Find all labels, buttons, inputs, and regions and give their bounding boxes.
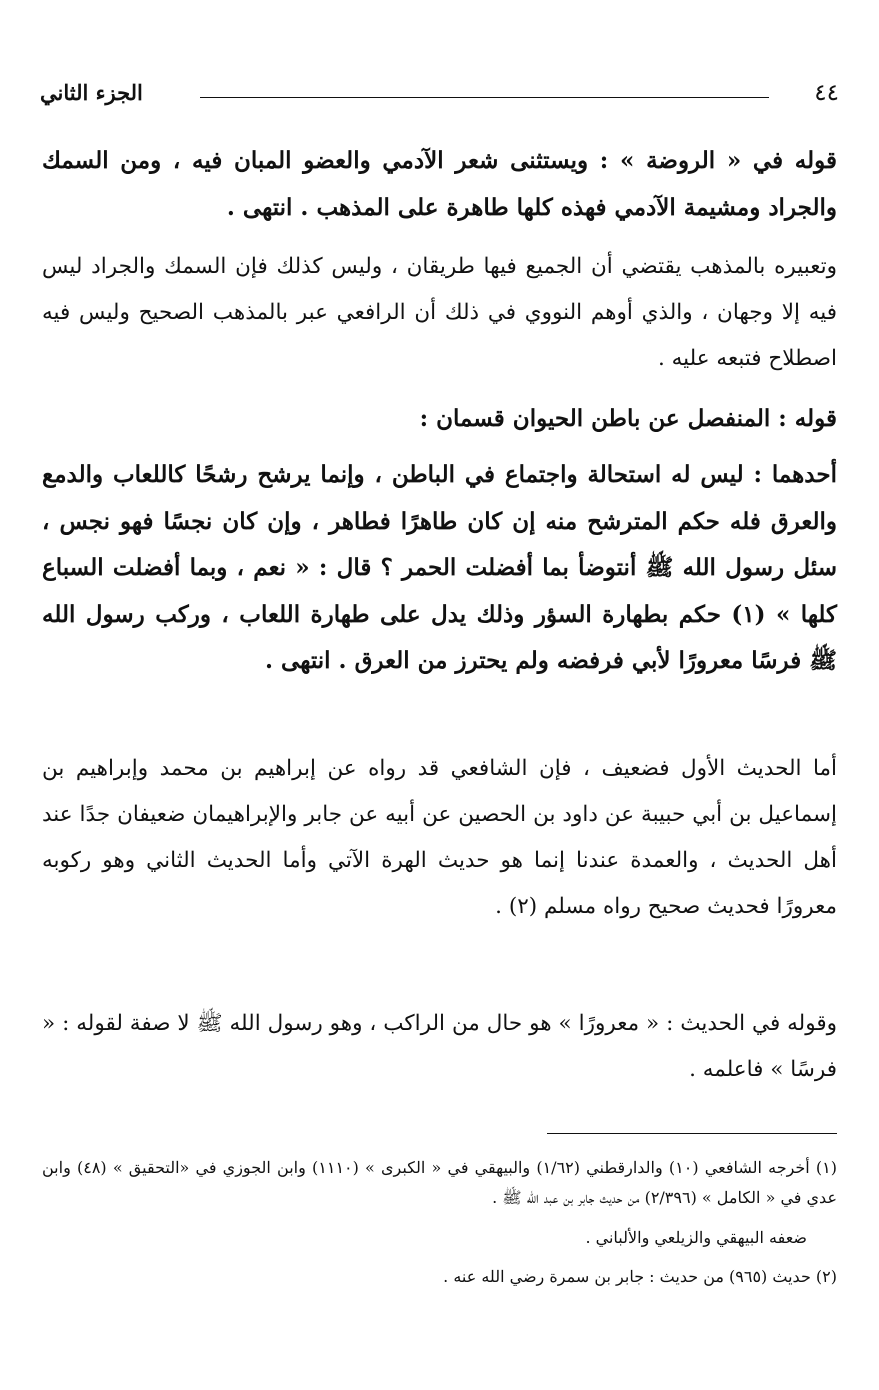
- page-number: ٤٤: [814, 80, 839, 106]
- paragraph-madhhab-commentary: وتعبيره بالمذهب يقتضي أن الجميع فيها طريقان ، وليس كذلك فإن السمك والجراد ليس فيه إلا وجهان ، والذي أوهم النووي في ذلك أن الرافعي عبر بالمذهب الصحيح وليس فيه اصطلاح فتبعه عليه .: [42, 254, 837, 371]
- paragraph-maruran-note: وقوله في الحديث : « معرورًا » هو حال من الراكب ، وهو رسول الله ﷺ لا صفة لقوله : « فرسًا » فاعلمه .: [42, 1011, 837, 1082]
- paragraph-hadith-grading: أما الحديث الأول فضعيف ، فإن الشافعي قد رواه عن إبراهيم بن محمد وإبراهيم بن إسماعيل بن أبي حبيبة عن داود بن الحصين عن أبيه عن جابر والإبراهيمان ضعيفان جدًا عند أهل الحديث ، والعمدة عندنا إنما هو حديث الهرة الآتي وأما الحديث الثاني وهو ركوبه معرورًا فحديث صحيح رواه مسلم (٢) .: [42, 756, 837, 919]
- footnote-1-continued: ضعفه البيهقي والزيلعي والألباني .: [585, 1228, 807, 1247]
- running-title: الجزء الثاني: [40, 80, 143, 105]
- footnote-2: (٢) حديث (٩٦٥) من حديث : جابر بن سمرة رضي الله عنه .: [443, 1267, 837, 1286]
- footnote-rule: [547, 1133, 837, 1134]
- footnote-1: (١) أخرجه الشافعي (١٠) والدارقطني (١/٦٢) والبيهقي في « الكبرى » (١١١٠) وابن الجوزي في «التحقيق » (٤٨) وابن عدي في « الكامل » (٢/٣٩٦) من حديث جابر بن عبد الله ﷺ .: [42, 1158, 838, 1207]
- paragraph-separated-matter-heading: قوله : المنفصل عن باطن الحيوان قسمان :: [419, 405, 837, 432]
- page-header: [40, 74, 839, 114]
- paragraph-rawda-quote: قوله في « الروضة » : ويستثنى شعر الآدمي والعضو المبان فيه ، ومن السمك والجراد ومشيمة الآدمي فهذه كلها طاهرة على المذهب . انتهى .: [42, 147, 837, 221]
- header-rule: [200, 97, 769, 98]
- paragraph-first-type: أحدهما : ليس له استحالة واجتماع في الباطن ، وإنما يرشح رشحًا كاللعاب والدمع والعرق فله حكم المترشح منه إن كان طاهرًا فطاهر ، وإن كان نجسًا فهو نجس ، سئل رسول الله ﷺ أنتوضأ بما أفضلت الحمر ؟ قال : « نعم ، وبما أفضلت السباع كلها » (١) حكم بطهارة السؤر وذلك يدل على طهارة اللعاب ، وركب رسول الله ﷺ فرسًا معرورًا لأبي فرفضه ولم يحترز من العرق . انتهى .: [42, 461, 837, 674]
